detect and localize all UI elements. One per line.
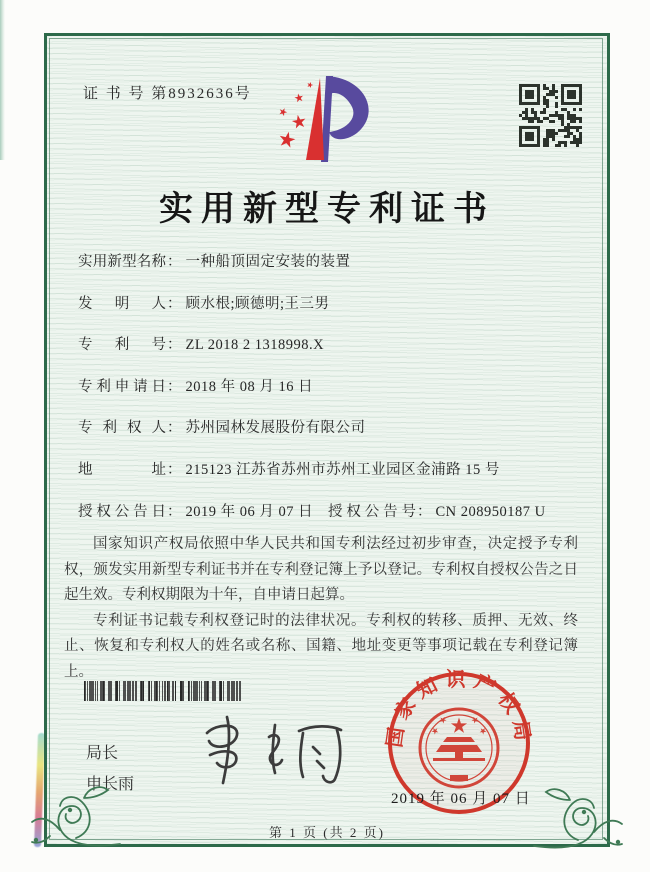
field-label: 地址 — [78, 461, 166, 478]
grant-number — [328, 504, 546, 520]
corner-flourish-left-icon — [30, 774, 122, 855]
field-value: 2018 年 08 月 16 日 — [185, 378, 314, 395]
field-colon: ： — [167, 461, 182, 478]
field-value: 2019 年 06 月 07 日 — [185, 504, 314, 520]
field-label: 专利申请日 — [78, 378, 166, 395]
field-row-address — [78, 459, 548, 501]
handwritten-signature-icon — [183, 703, 353, 798]
qr-code-icon — [519, 84, 582, 147]
certificate-number: 证 书 号 第8932636号 — [83, 86, 252, 102]
seal-arc-text: 国家知识产权局 — [384, 668, 534, 749]
field-label: 专利权人 — [78, 420, 166, 436]
signer-title: 局长 — [86, 745, 119, 762]
booklet-spine-edge — [0, 0, 5, 160]
field-colon: ： — [167, 378, 182, 395]
certificate-title: 实用新型专利证书 — [159, 191, 495, 228]
field-colon: ： — [167, 295, 182, 312]
field-colon: ： — [167, 504, 182, 520]
field-value: ZL 2018 2 1318998.X — [185, 337, 325, 353]
field-row-inventor — [78, 293, 548, 335]
grant-announcement-row — [78, 500, 598, 521]
field-colon: ： — [417, 504, 432, 520]
field-row-patentee — [78, 417, 548, 459]
field-colon: ： — [167, 254, 182, 270]
grant-date — [78, 500, 328, 521]
field-row-filing-date — [78, 376, 548, 418]
page-number: 第 1 页 (共 2 页) — [269, 825, 385, 840]
legal-paragraph-1: 国家知识产权局依照中华人民共和国专利法经过初步审查，决定授予专利权，颁发实用新型专利证书并在专利登记簿上予以登记。专利权自授权公告之日起生效。专利权期限为十年，自申请日起算。 — [64, 536, 578, 603]
barcode-icon — [84, 681, 242, 701]
field-label: 专利号 — [78, 337, 166, 353]
field-colon: ： — [167, 337, 182, 353]
field-label: 实用新型名称 — [78, 254, 166, 270]
field-value: 苏州园林发展股份有限公司 — [185, 420, 366, 436]
field-value: 一种船顶固定安装的装置 — [185, 254, 351, 270]
field-row-name — [78, 251, 548, 293]
field-value: 顾水根;顾德明;王三男 — [185, 295, 330, 312]
field-list — [78, 251, 548, 500]
field-label: 授权公告日 — [78, 504, 166, 520]
corner-flourish-right-icon — [532, 776, 624, 857]
field-colon: ： — [167, 420, 182, 436]
legal-paragraph-2: 专利证书记载专利权登记时的法律状况。专利权的转移、质押、无效、终止、恢复和专利权人的姓名或名称、国籍、地址变更等事项记载在专利登记簿上。 — [64, 612, 578, 680]
cnipa-logo-icon — [266, 70, 380, 173]
field-label: 授权公告号 — [328, 504, 416, 520]
field-row-patent-no — [78, 334, 548, 376]
field-value: 215123 江苏省苏州市苏州工业园区金浦路 15 号 — [185, 461, 500, 478]
field-value: CN 208950187 U — [435, 504, 546, 520]
signer-name: 申长雨 — [86, 776, 135, 793]
seal-date: 2019 年 06 月 07 日 — [391, 791, 531, 807]
legal-text — [64, 532, 578, 685]
field-label: 发明人 — [78, 295, 166, 312]
